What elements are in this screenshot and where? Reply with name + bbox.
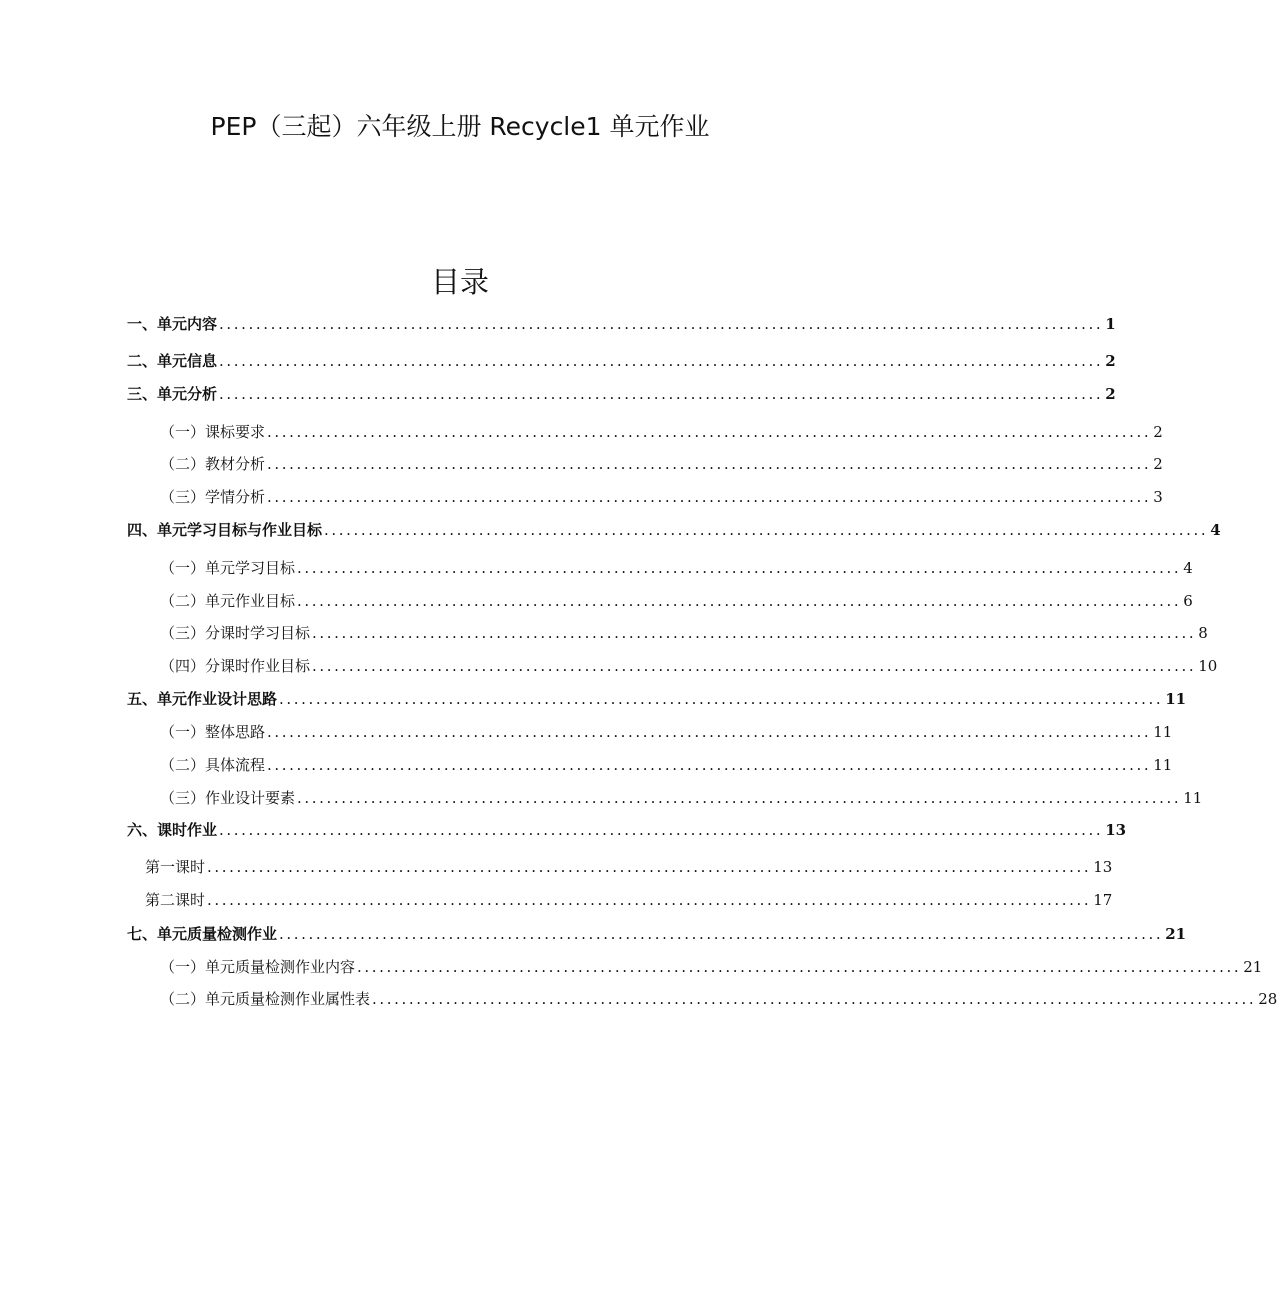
toc-entry[interactable] bbox=[127, 349, 1116, 373]
toc-entry-label: （二）单元质量检测作业属性表 bbox=[160, 990, 371, 1008]
toc-leader-dots: ........................................................................................................................ bbox=[372, 990, 1257, 1008]
toc-entry[interactable] bbox=[160, 420, 1163, 444]
toc-entry-label: 第一课时 bbox=[145, 858, 206, 876]
toc-entry-label: （一）整体思路 bbox=[160, 723, 266, 741]
toc-entry-label: （一）单元质量检测作业内容 bbox=[160, 958, 356, 976]
toc-entry-page: 21 bbox=[1165, 925, 1187, 943]
toc-leader-dots: ........................................................................................................................ bbox=[267, 455, 1152, 473]
toc-entry-page: 2 bbox=[1105, 352, 1116, 370]
toc-entry[interactable] bbox=[127, 312, 1116, 336]
toc-entry[interactable] bbox=[160, 556, 1193, 580]
toc-entry-label: （一）单元学习目标 bbox=[160, 559, 296, 577]
toc-entry-label: （三）学情分析 bbox=[160, 488, 266, 506]
toc-leader-dots: ........................................................................................................................ bbox=[219, 821, 1104, 839]
toc-entry-label: 一、单元内容 bbox=[127, 315, 218, 333]
toc-entry[interactable] bbox=[127, 518, 1221, 542]
toc-entry-label: （二）单元作业目标 bbox=[160, 592, 296, 610]
document-title: PEP（三起）六年级上册 Recycle1 单元作业 bbox=[210, 112, 710, 141]
toc-entry-page: 1 bbox=[1105, 315, 1116, 333]
toc-entry[interactable] bbox=[160, 452, 1163, 476]
toc-entry-label: （三）分课时学习目标 bbox=[160, 624, 311, 642]
toc-entry[interactable] bbox=[127, 382, 1116, 406]
toc-entry-label: 第二课时 bbox=[145, 891, 206, 909]
toc-entry-label: 三、单元分析 bbox=[127, 385, 218, 403]
toc-leader-dots: ........................................................................................................................ bbox=[207, 858, 1092, 876]
toc-leader-dots: ........................................................................................................................ bbox=[357, 958, 1242, 976]
toc-entry[interactable] bbox=[160, 753, 1173, 777]
toc-leader-dots: ........................................................................................................................ bbox=[297, 592, 1182, 610]
toc-entry-page: 11 bbox=[1153, 723, 1173, 741]
toc-entry-label: 七、单元质量检测作业 bbox=[127, 925, 278, 943]
toc-heading: 目录 bbox=[430, 265, 489, 299]
toc-entry-page: 4 bbox=[1183, 559, 1193, 577]
toc-entry[interactable] bbox=[145, 855, 1113, 879]
toc-entry-page: 4 bbox=[1210, 521, 1221, 539]
toc-leader-dots: ........................................................................................................................ bbox=[297, 559, 1182, 577]
toc-entry[interactable] bbox=[160, 589, 1193, 613]
toc-leader-dots: ........................................................................................................................ bbox=[267, 423, 1152, 441]
toc-entry[interactable] bbox=[160, 786, 1203, 810]
toc-leader-dots: ........................................................................................................................ bbox=[267, 488, 1152, 506]
toc-leader-dots: ........................................................................................................................ bbox=[267, 723, 1152, 741]
toc-entry-page: 13 bbox=[1105, 821, 1127, 839]
toc-entry-page: 2 bbox=[1153, 423, 1163, 441]
toc-entry-page: 8 bbox=[1198, 624, 1208, 642]
toc-entry-page: 11 bbox=[1183, 789, 1203, 807]
toc-entry-page: 13 bbox=[1093, 858, 1113, 876]
toc-entry-page: 6 bbox=[1183, 592, 1193, 610]
toc-entry-label: （二）具体流程 bbox=[160, 756, 266, 774]
toc-entry-label: （二）教材分析 bbox=[160, 455, 266, 473]
toc-entry-page: 2 bbox=[1105, 385, 1116, 403]
toc-entry[interactable] bbox=[160, 485, 1163, 509]
toc-leader-dots: ........................................................................................................................ bbox=[297, 789, 1182, 807]
toc-entry[interactable] bbox=[160, 720, 1173, 744]
toc-entry[interactable] bbox=[127, 687, 1187, 711]
toc-entry[interactable] bbox=[160, 955, 1263, 979]
toc-leader-dots: ........................................................................................................................ bbox=[267, 756, 1152, 774]
toc-entry-label: 二、单元信息 bbox=[127, 352, 218, 370]
toc-leader-dots: ........................................................................................................................ bbox=[219, 385, 1104, 403]
toc-entry-page: 10 bbox=[1198, 657, 1218, 675]
toc-entry-label: 五、单元作业设计思路 bbox=[127, 690, 278, 708]
toc-entry-page: 11 bbox=[1165, 690, 1187, 708]
toc-leader-dots: ........................................................................................................................ bbox=[279, 690, 1164, 708]
toc-entry[interactable] bbox=[160, 621, 1208, 645]
toc-entry-label: 六、课时作业 bbox=[127, 821, 218, 839]
toc-entry[interactable] bbox=[145, 888, 1113, 912]
toc-leader-dots: ........................................................................................................................ bbox=[219, 352, 1104, 370]
toc-leader-dots: ........................................................................................................................ bbox=[312, 624, 1197, 642]
toc-entry[interactable] bbox=[127, 818, 1127, 842]
toc-entry-label: 四、单元学习目标与作业目标 bbox=[127, 521, 323, 539]
toc-entry-page: 3 bbox=[1153, 488, 1163, 506]
toc-leader-dots: ........................................................................................................................ bbox=[207, 891, 1092, 909]
toc-entry[interactable] bbox=[160, 654, 1218, 678]
toc-entry-page: 17 bbox=[1093, 891, 1113, 909]
toc-entry-page: 2 bbox=[1153, 455, 1163, 473]
toc-leader-dots: ........................................................................................................................ bbox=[324, 521, 1209, 539]
toc-entry-page: 21 bbox=[1243, 958, 1263, 976]
toc-leader-dots: ........................................................................................................................ bbox=[219, 315, 1104, 333]
toc-leader-dots: ........................................................................................................................ bbox=[312, 657, 1197, 675]
toc-entry-page: 28 bbox=[1258, 990, 1277, 1008]
toc-entry[interactable] bbox=[127, 922, 1187, 946]
toc-leader-dots: ........................................................................................................................ bbox=[279, 925, 1164, 943]
toc-entry-page: 11 bbox=[1153, 756, 1173, 774]
toc-entry[interactable] bbox=[160, 987, 1277, 1011]
toc-entry-label: （三）作业设计要素 bbox=[160, 789, 296, 807]
toc-entry-label: （四）分课时作业目标 bbox=[160, 657, 311, 675]
toc-entry-label: （一）课标要求 bbox=[160, 423, 266, 441]
